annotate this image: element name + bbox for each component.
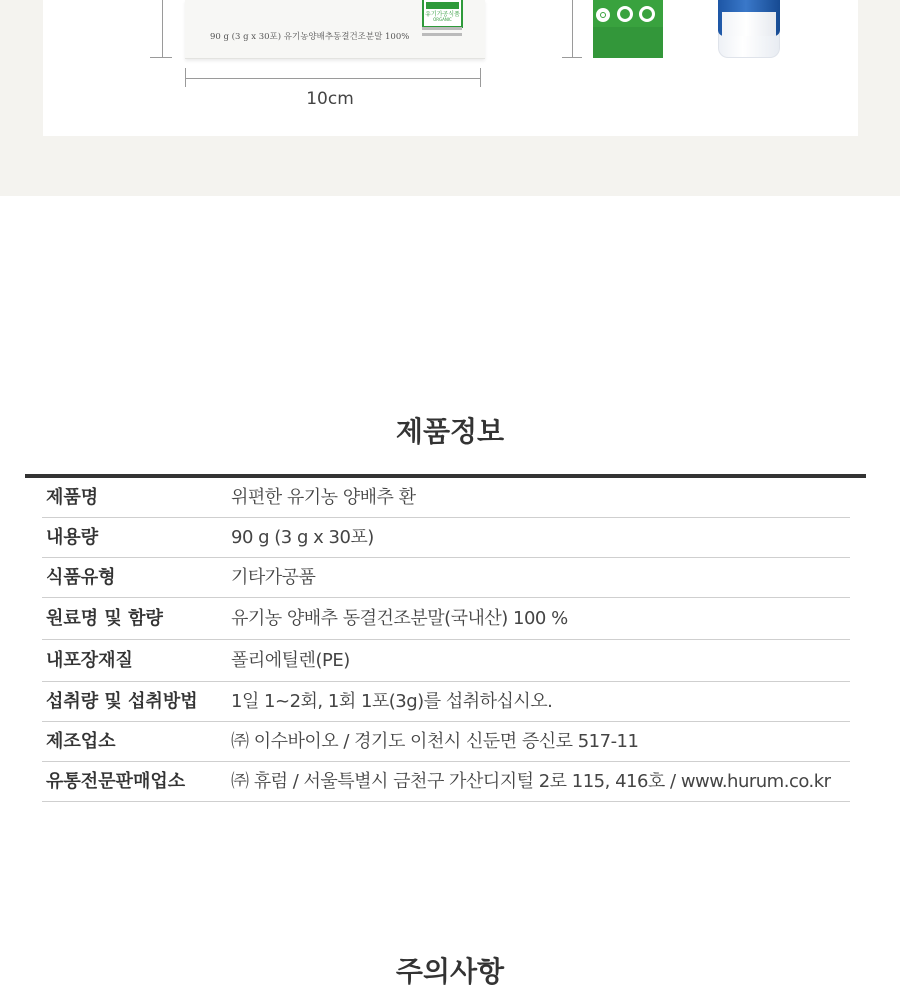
table-row	[42, 682, 850, 722]
pattern-dot-icon	[617, 6, 633, 22]
organic-badge-top-bar	[426, 2, 459, 9]
table-row	[42, 478, 850, 518]
fine-print-line	[422, 27, 462, 30]
product-info-title: 제품정보	[395, 415, 505, 448]
row-value: ㈜ 휴럼 / 서울특별시 금천구 가산디지털 2로 115, 416호 / www.hurum.co.kr	[231, 771, 831, 792]
table-row	[42, 722, 850, 762]
row-value: ㈜ 이수바이오 / 경기도 이천시 신둔면 증신로 517-11	[231, 731, 639, 752]
stick-height-ruler-tick	[562, 57, 582, 58]
row-value: 위편한 유기농 양배추 환	[231, 487, 416, 508]
row-label: 내용량	[46, 527, 99, 548]
stick-pouch-image	[593, 0, 663, 58]
row-value: 1일 1~2회, 1회 1포(3g)를 섭취하십시오.	[231, 691, 553, 712]
height-ruler-tick	[150, 57, 172, 58]
organic-fine-print	[422, 27, 462, 39]
row-value: 유기농 양배추 동결건조분말(국내산) 100 %	[231, 608, 568, 629]
bottle-cap	[718, 0, 780, 36]
row-value: 기타가공품	[231, 567, 316, 588]
caution-title: 주의사항	[395, 955, 505, 988]
row-value: 90 g (3 g x 30포)	[231, 527, 374, 548]
organic-certification-badge	[422, 0, 463, 28]
width-label: 10cm	[306, 89, 354, 109]
row-label: 섭취량 및 섭취방법	[46, 691, 198, 712]
package-label: 90 g (3 g x 30포) 유기농양배추동결건조분말 100%	[210, 32, 410, 42]
organic-badge-sub: ORGANIC	[433, 17, 452, 22]
table-row	[42, 558, 850, 598]
row-label: 원료명 및 함량	[46, 608, 163, 629]
height-ruler	[162, 0, 163, 57]
stick-pouch-band	[593, 27, 663, 58]
row-value: 폴리에틸렌(PE)	[231, 650, 350, 671]
table-row	[42, 640, 850, 682]
fine-print-line	[422, 33, 462, 36]
table-row	[42, 762, 850, 802]
row-label: 제조업소	[46, 731, 116, 752]
width-ruler-right-tick	[480, 68, 481, 87]
organic-badge-title: 유기가공식품	[425, 11, 460, 18]
recycle-mark-icon	[596, 8, 610, 22]
product-info-table	[42, 478, 850, 802]
table-row	[42, 598, 850, 640]
table-row	[42, 518, 850, 558]
stick-height-ruler	[572, 0, 573, 57]
row-label: 식품유형	[46, 567, 116, 588]
row-label: 내포장재질	[46, 650, 133, 671]
row-label: 제품명	[46, 487, 99, 508]
pattern-dot-icon	[639, 6, 655, 22]
row-label: 유통전문판매업소	[46, 771, 186, 792]
width-ruler	[185, 78, 481, 79]
